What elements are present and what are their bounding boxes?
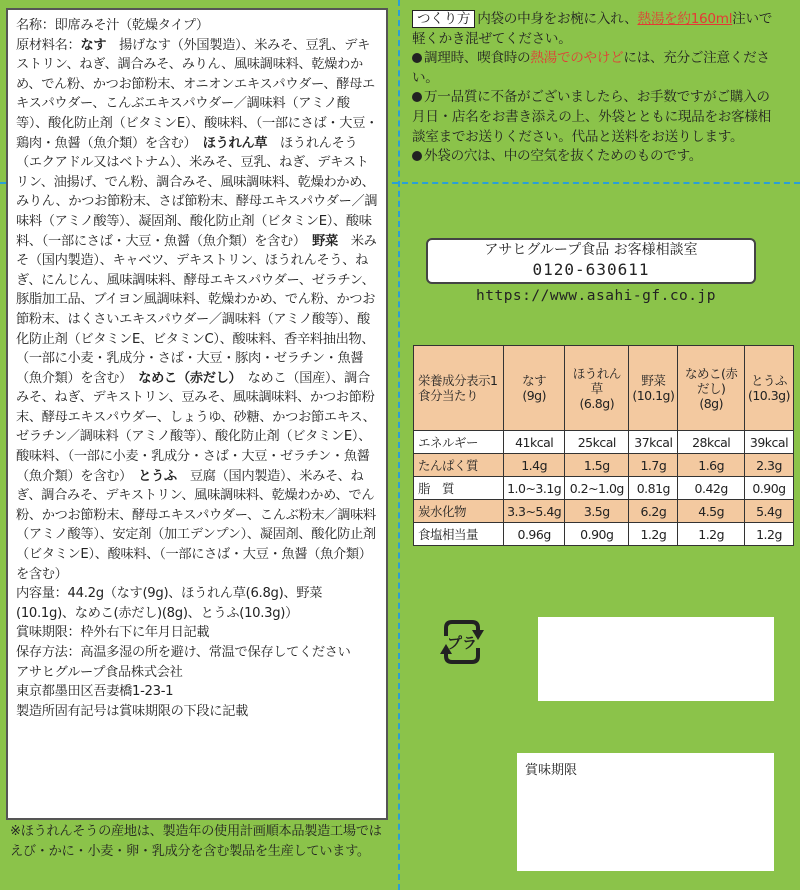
customer-contact-box bbox=[426, 238, 756, 284]
table-row: 食塩相当量 0.96g 0.90g 1.2g 1.2g 1.2g bbox=[414, 523, 794, 546]
storage-note: 保存方法：高温多湿の所を避け、常温で保存してください bbox=[16, 645, 351, 660]
website-url: https://www.asahi-gf.co.jp bbox=[476, 288, 716, 304]
expiry-date-box bbox=[517, 753, 774, 871]
table-row: 脂 質 1.0~3.1g 0.2~1.0g 0.81g 0.42g 0.90g bbox=[414, 477, 794, 500]
expiry-box-label: 賞味期限 bbox=[525, 763, 578, 778]
recycle-plastic-icon bbox=[436, 616, 488, 668]
howto-step-3: 万一品質に不备がございましたら、お手数ですがご購入の月日・店名をお書き添えの上、外袋とともに現品をお客様相談室までお送りください。代品と送料をお送りします。 bbox=[412, 89, 771, 145]
nutrition-column-header: とうふ (10.3g) bbox=[744, 346, 793, 431]
howto-step-4: 外袋の穴は、中の空気を抜くためのものです。 bbox=[412, 147, 782, 167]
tofu-label: とうふ bbox=[138, 468, 177, 484]
table-row: 炭水化物 3.3~5.4g 3.5g 6.2g 4.5g 5.4g bbox=[414, 500, 794, 523]
manufacturing-note: 製造所固有記号は賞味期限の下段に記載 bbox=[16, 703, 248, 719]
footnote: ※ほうれんそうの産地は、製造年の使用計画順本品製造工場ではえび・かに・小麦・卵・乳成分を含む製品を生産しています。 bbox=[10, 824, 382, 859]
nutrition-column-header: なす (9g) bbox=[504, 346, 565, 431]
nutrition-column-header: ほうれん草 (6.8g) bbox=[565, 346, 629, 431]
nutrition-header-label: 栄養成分表示1食分当たり bbox=[414, 346, 504, 431]
contact-title: アサヒグループ食品 お客様相談室 bbox=[484, 242, 698, 258]
howto-step-1: つくり方 内袋の中身をお椀に入れ、熱湯を約160ml注いで軽くかき混ぜてください。 bbox=[412, 11, 773, 47]
nameko-label: なめこ（赤だし） bbox=[138, 370, 235, 386]
nutrition-table bbox=[413, 345, 794, 546]
nutrition-column-header: 野菜 (10.1g) bbox=[629, 346, 678, 431]
cut-guide-vertical bbox=[398, 0, 400, 890]
bullet-icon bbox=[412, 151, 422, 161]
company-address: 東京都墨田区吾妻橋1-23-1 bbox=[16, 684, 174, 700]
recycle-mark-text: プラ bbox=[446, 634, 478, 652]
vegetable-label: 野菜 bbox=[312, 233, 338, 249]
contact-phone: 0120-630611 bbox=[532, 260, 650, 279]
table-row: たんぱく質 1.4g 1.5g 1.7g 1.6g 2.3g bbox=[414, 454, 794, 477]
product-name: 名称：即席みそ汁（乾燥タイプ） bbox=[16, 18, 209, 33]
blank-print-area bbox=[538, 617, 774, 701]
content-amount: 内容量：44.2g（なす(9g)、ほうれん草(6.8g)、野菜(10.1g)、なめこ(赤だし)(8g)、とうふ(10.3g)） bbox=[16, 586, 323, 621]
bullet-icon bbox=[412, 92, 422, 102]
bullet-icon bbox=[412, 53, 422, 63]
howto-tag: つくり方 bbox=[412, 10, 475, 28]
spinach-label: ほうれん草 bbox=[202, 135, 268, 151]
expiry-note: 賞味期限：枠外右下に年月日記載 bbox=[16, 625, 210, 641]
howto-step-2: 調理時、喫食時の熱湯でのやけどには、充分ご注意ください。 bbox=[412, 50, 770, 86]
ingredients-list: 原材料名：なす 揚げなす（外国製造）、米みそ、豆乳、デキストリン、ねぎ、調合みそ、みりん、風味調味料、乾燥わかめ、でん粉、かつお節粉末、オニオンエキスパウダー、酵母エキスパウダー、こんぶエキスパウダー／調味料（アミノ酸等）、酸化防止剤（ビタミンE）、酸味料、（一部にさば・大豆・鶏肉・魚醤（魚介類）を含む） ほうれん草 ほうれんそう（エクアドル又はベトナム）、米みそ、豆乳、ねぎ、デキストリン、油揚げ、でん粉、調合みそ、風味調味料、乾燥わかめ、みりん、かつお節粉末、さば節粉末、酵母エキスパウダー／調味料（アミノ酸等）、凝固剤、酸化防止剤（ビタミンE）、酸味料、（一部にさば・大豆・魚醤（魚介類）を含む） 野菜 米みそ（国内製造）、キャベツ、デキストリン、ほうれんそう、ねぎ、にんじん、風味調味料、酵母エキスパウダー、ゼラチン、豚脂加工品、ブイヨン風調味料、乾燥わかめ、でん粉、かつお節粉末、はくさいエキスパウダー／調味料（アミノ酸等）、酸化防止剤（ビタミンE、ビタミンC）、酸味料、香辛料抽出物、（一部に小麦・乳成分・さば・大豆・豚肉・ゼラチン・魚醤（魚介類）を含む） なめこ（赤だし） なめこ（国産）、調合みそ、ねぎ、デキストリン、豆みそ、風味調味料、かつお節粉末、酵母エキスパウダー、しょうゆ、砂糖、かつお節エキス、ゼラチン／調味料（アミノ酸等）、酸化防止剤（ビタミンE）、酸味料、（一部に小麦・乳成分・さば・大豆・ゼラチン・魚醤（魚介類）を含む） とうふ 豆腐（国内製造）、米みそ、ねぎ、調合みそ、デキストリン、風味調味料、乾燥わかめ、でん粉、かつお節粉末、酵母エキスパウダー、こんぶ粉末／調味料（アミノ酸等）、安定剤（加工デンプン）、凝固剤、酸化防止剤（ビタミンE）、酸味料、（一部にさば・大豆・魚醤（魚介類）を含む） bbox=[16, 37, 378, 582]
company-name: アサヒグループ食品株式会社 bbox=[16, 664, 183, 680]
eggplant-label: なす bbox=[80, 37, 107, 53]
nutrition-column-header: なめこ(赤だし) (8g) bbox=[678, 346, 745, 431]
table-row: エネルギー 41kcal 25kcal 37kcal 28kcal 39kcal bbox=[414, 431, 794, 454]
instructions bbox=[412, 10, 782, 167]
ingredients-panel bbox=[6, 8, 388, 820]
